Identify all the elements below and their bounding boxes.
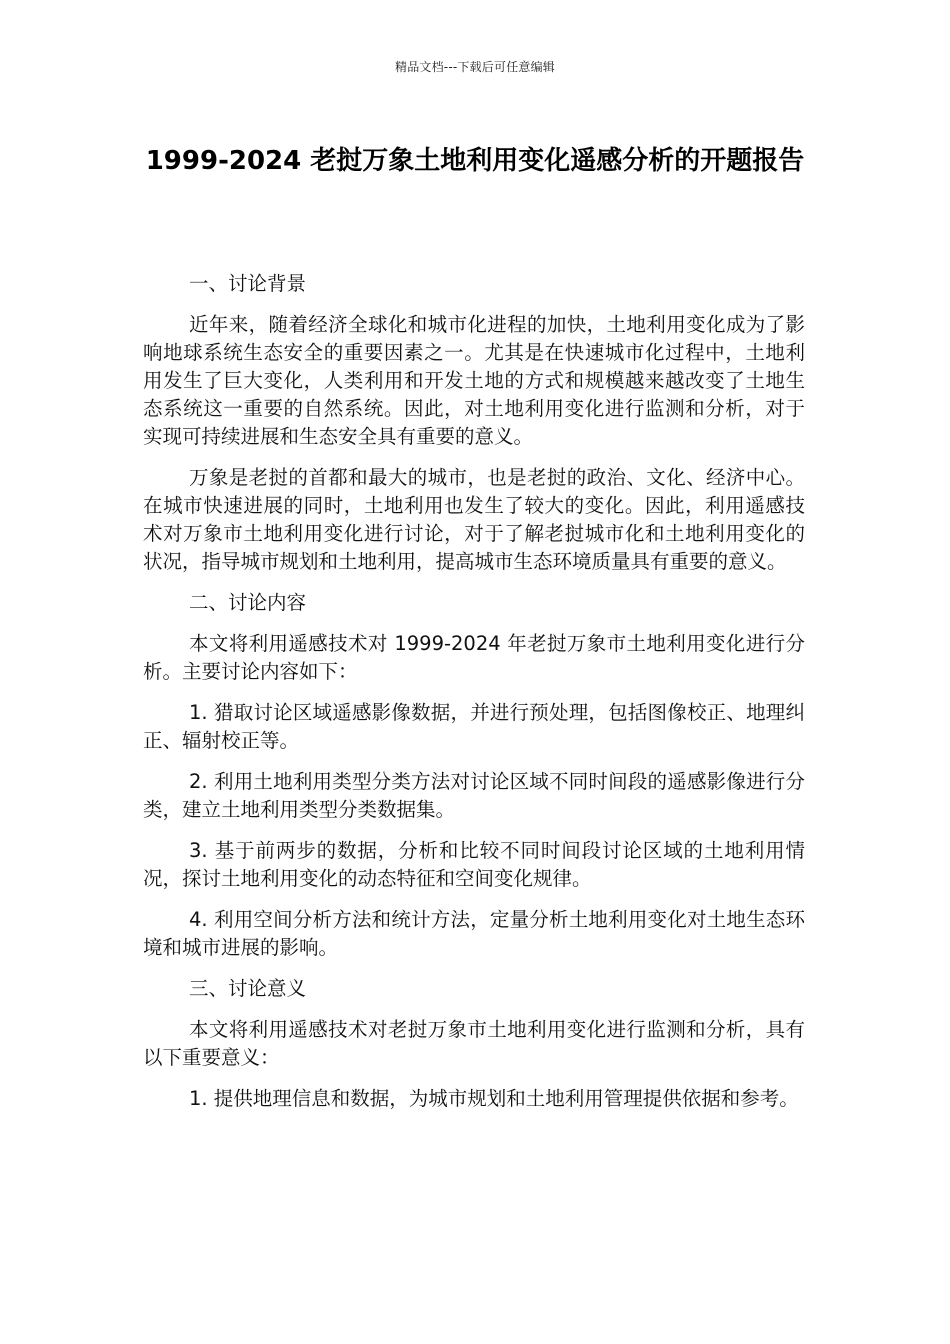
paragraph-background-1: 近年来，随着经济全球化和城市化进程的加快，土地利用变化成为了影响地球系统生态安全的重要因素之一。尤其是在快速城市化过程中，土地利用发生了巨大变化，人类利用和开发土地的方式和规模越来越改变了土地生态系统这一重要的自然系统。因此，对土地利用变化进行监测和分析，对于实现可持续进展和生态安全具有重要的意义。 xyxy=(143,313,805,448)
list-item-content-4: 4. 利用空间分析方法和统计方法，定量分析土地利用变化对土地生态环境和城市进展的影响。 xyxy=(143,908,805,959)
document-title: 1999-2024 老挝万象土地利用变化遥感分析的开题报告 xyxy=(145,146,805,176)
list-item-significance-1: 1. 提供地理信息和数据，为城市规划和土地利用管理提供依据和参考。 xyxy=(189,1087,799,1110)
header-note: 精品文档---下载后可任意编辑 xyxy=(395,60,555,74)
paragraph-significance-intro: 本文将利用遥感技术对老挝万象市土地利用变化进行监测和分析，具有以下重要意义： xyxy=(143,1018,805,1069)
list-item-content-2: 2. 利用土地利用类型分类方法对讨论区域不同时间段的遥感影像进行分类，建立土地利用类型分类数据集。 xyxy=(143,770,805,821)
section-heading-significance: 三、讨论意义 xyxy=(189,977,307,1000)
list-item-content-1: 1. 猎取讨论区域遥感影像数据，并进行预处理，包括图像校正、地理纠正、辐射校正等。 xyxy=(143,701,805,752)
list-item-content-3: 3. 基于前两步的数据，分析和比较不同时间段讨论区域的土地利用情况，探讨土地利用变化的动态特征和空间变化规律。 xyxy=(143,839,805,890)
paragraph-background-2: 万象是老挝的首都和最大的城市，也是老挝的政治、文化、经济中心。在城市快速进展的同时，土地利用也发生了较大的变化。因此，利用遥感技术对万象市土地利用变化进行讨论，对于了解老挝城市化和土地利用变化的状况，指导城市规划和土地利用，提高城市生态环境质量具有重要的意义。 xyxy=(143,466,805,573)
paragraph-content-intro: 本文将利用遥感技术对 1999-2024 年老挝万象市土地利用变化进行分析。主要讨论内容如下： xyxy=(143,632,805,683)
document-body xyxy=(143,270,805,1126)
section-heading-background: 一、讨论背景 xyxy=(189,272,307,295)
section-heading-content: 二、讨论内容 xyxy=(189,591,307,614)
